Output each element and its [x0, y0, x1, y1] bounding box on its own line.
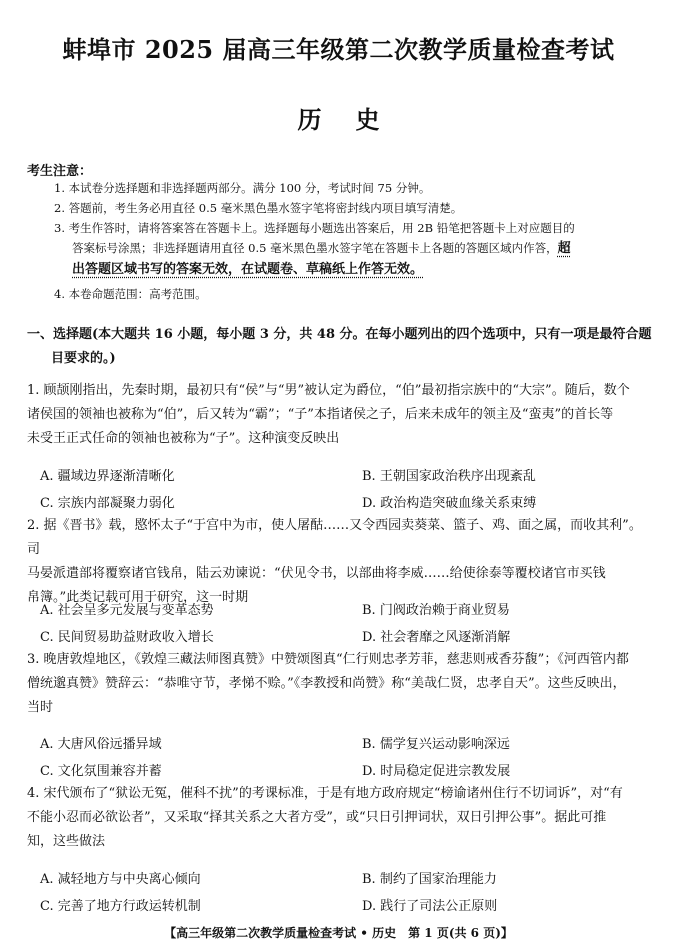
- notice-item-3-line2: 答案标号涂黑；非选择题请用直径 0.5 毫米黑色墨水签字笔在答题卡上各题的答题区域内作答，: [72, 241, 558, 255]
- option-4a: A. 减轻地方与中央离心倾向: [40, 872, 201, 887]
- option-4b: B. 制约了国家治理能力: [362, 872, 497, 887]
- question-line: 1. 顾颉刚指出，先秦时期，最初只有“侯”与“男”被认定为爵位，“伯”最初指宗族中的“大宗”。随后，数个: [27, 383, 630, 398]
- option-2d: D. 社会奢靡之风逐渐消解: [362, 630, 511, 645]
- option-3d: D. 时局稳定促进宗教发展: [362, 764, 511, 779]
- option-3c: C. 文化氛围兼容并蓄: [40, 764, 162, 779]
- question-line: 知，这些做法: [27, 834, 106, 849]
- notice-item-3: 3. 考生作答时，请将答案答在答题卡上。选择题每小题选出答案后，用 2B 铅笔把答题卡上对应题目的: [54, 221, 575, 235]
- question-line: 诸侯国的领袖也被称为“伯”，后又转为“霸”；“子”本指诸侯之子，后来未成年的领主及“蛮夷”的首长等: [27, 407, 614, 422]
- question-4: [27, 782, 653, 854]
- option-1b: B. 王朝国家政治秩序出现紊乱: [362, 469, 536, 484]
- notice-emphasis: [72, 262, 423, 277]
- notice-item-1: 1. 本试卷分选择题和非选择题两部分。满分 100 分，考试时间 75 分钟。: [54, 181, 431, 195]
- question-line: 马晏派遣部将覆察诸官钱帛，陆云劝谏说：“伏见令书，以部曲将李威……给使徐泰等覆校诸官市买钱: [27, 566, 606, 581]
- option-2a: A. 社会呈多元发展与变革态势: [40, 603, 214, 618]
- option-2b: B. 门阀政治赖于商业贸易: [362, 603, 510, 618]
- question-line: 4. 宋代颁布了“狱讼无冤，催科不扰”的考课标准，于是有地方政府规定“榜谕诸州住行不切词诉”，对“有: [27, 786, 623, 801]
- question-line: 未受王正式任命的领袖也被称为“子”。这种演变反映出: [27, 431, 340, 446]
- notice-item-3-cont: [72, 241, 571, 256]
- notice-item-4: 4. 本卷命题范围：高考范围。: [54, 287, 207, 301]
- question-1: [27, 379, 653, 451]
- question-line: 3. 晚唐敦煌地区，《敦煌三藏法师图真赞》中赞颂图真“仁行则忠孝芳菲，慈悲则戒香芬馥”；《河西管内都: [27, 652, 629, 667]
- question-3: [27, 648, 653, 720]
- option-1d: D. 政治构造突破血缘关系束缚: [362, 496, 537, 511]
- notice-emphasis-text: 出答题区域书写的答案无效，在试题卷、草稿纸上作答无效。: [72, 262, 424, 277]
- section-heading-line1: 一、选择题(本大题共 16 小题，每小题 3 分，共 48 分。在每小题列出的四个选项中，只有一项是最符合题: [27, 327, 652, 342]
- question-2: [27, 514, 653, 610]
- question-line: 当时: [27, 700, 54, 715]
- option-1a: A. 疆域边界逐渐清晰化: [40, 469, 175, 484]
- option-1c: C. 宗族内部凝聚力弱化: [40, 496, 175, 511]
- option-2c: C. 民间贸易助益财政收入增长: [40, 630, 214, 645]
- question-line: 僧统邈真赞》赞辞云：“恭唯守节，孝悌不赊。”《李教授和尚赞》称“美哉仁贤，忠孝自天”。这些反映出，: [27, 676, 626, 691]
- option-3a: A. 大唐风俗远播异域: [40, 737, 162, 752]
- page-footer: 【高三年级第二次教学质量检查考试 • 历史 第 1 页(共 6 页)】: [164, 926, 513, 940]
- question-line: 2. 据《晋书》载，愍怀太子“于宫中为市，使人屠酤……又令西园卖葵菜、篮子、鸡、面之属，而收其利”。司: [27, 518, 642, 557]
- question-line: 不能小忍而必欲讼者”，又采取“择其关系之大者方受”，或“只日引押词状，双日引押公事”。据此可推: [27, 810, 607, 825]
- option-3b: B. 儒学复兴运动影响深远: [362, 737, 510, 752]
- notice-emphasis-start: 超: [557, 241, 571, 256]
- exam-title: 蚌埠市 2025 届高三年级第二次教学质量检查考试: [62, 35, 615, 64]
- option-4d: D. 践行了司法公正原则: [362, 899, 498, 914]
- notice-item-2: 2. 答题前，考生务必用直径 0.5 毫米黑色墨水签字笔将密封线内项目填写清楚。: [54, 201, 463, 215]
- notice-heading: 考生注意：: [27, 164, 93, 179]
- section-heading: [27, 323, 653, 371]
- section-heading-line2: 目要求的。): [51, 351, 116, 366]
- question-line: 帛簿。”此类记载可用于研究，这一时期: [27, 590, 249, 605]
- subject-title: 历史: [297, 105, 414, 134]
- option-4c: C. 完善了地方行政运转机制: [40, 899, 201, 914]
